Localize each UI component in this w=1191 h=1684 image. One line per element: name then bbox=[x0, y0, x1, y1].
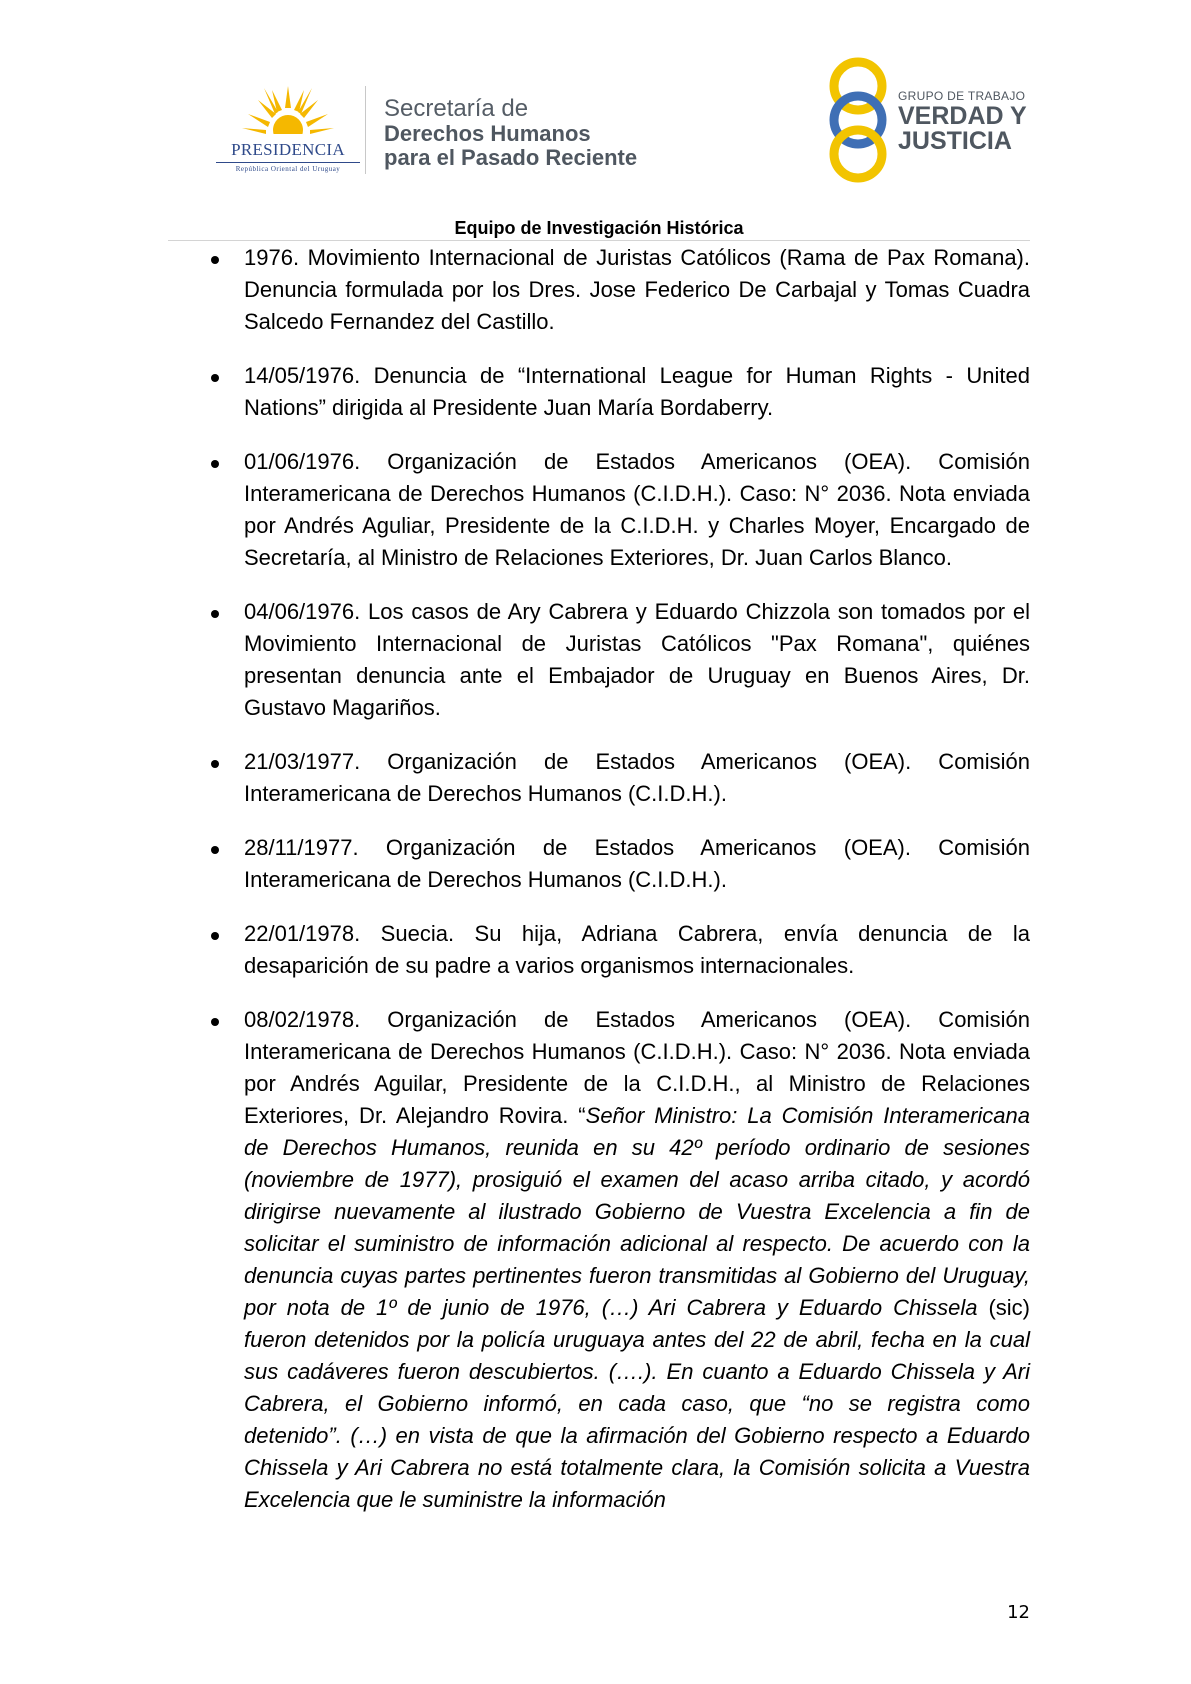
verdad-label: VERDAD Y bbox=[898, 102, 1027, 130]
sic-note: (sic) bbox=[977, 1295, 1030, 1320]
bullet-icon bbox=[211, 1018, 219, 1026]
presidencia-name: PRESIDENCIA bbox=[231, 140, 345, 159]
bullet-icon bbox=[211, 932, 219, 940]
page-number: 12 bbox=[1007, 1602, 1030, 1623]
rings-icon bbox=[820, 56, 896, 184]
secretaria-line1: Secretaría de bbox=[384, 95, 529, 122]
secretaria-line3: para el Pasado Reciente bbox=[384, 145, 638, 170]
bullet-icon bbox=[211, 610, 219, 618]
list-item bbox=[207, 360, 1030, 424]
list-item-text: 14/05/1976. Denuncia de “International League for Human Rights - United Nations” dirigida al Presidente Juan María Bordaberry. bbox=[244, 363, 1030, 420]
list-item bbox=[207, 596, 1030, 724]
list-item-text: 1976. Movimiento Internacional de Juristas Católicos (Rama de Pax Romana). Denuncia formulada por los Dres. Jose Federico De Carbajal y Tomas Cuadra Salcedo Fernandez del Castillo. bbox=[244, 245, 1030, 334]
justicia-label: JUSTICIA bbox=[898, 127, 1012, 155]
bullet-icon bbox=[211, 256, 219, 264]
list-item bbox=[207, 1004, 1030, 1516]
presidencia-logo bbox=[210, 84, 366, 176]
team-title-rule bbox=[168, 240, 1030, 241]
list-item bbox=[207, 242, 1030, 338]
list-item bbox=[207, 918, 1030, 982]
bullet-icon bbox=[211, 846, 219, 854]
list-item-text: 01/06/1976. Organización de Estados Americanos (OEA). Comisión Interamericana de Derechos Humanos (C.I.D.H.). Caso: N° 2036. Nota enviada por Andrés Aguliar, Presidente de la C.I.D.H. y Charles Moyer, Encargado de Secretaría, al Ministro de Relaciones Exteriores, Dr. Juan Carlos Blanco. bbox=[244, 449, 1030, 570]
list-item-text: 21/03/1977. Organización de Estados Americanos (OEA). Comisión Interamericana de Derechos Humanos (C.I.D.H.). bbox=[244, 749, 1030, 806]
header-divider bbox=[365, 86, 366, 174]
list-item-text: 08/02/1978. Organización de Estados Americanos (OEA). Comisión Interamericana de Derechos Humanos (C.I.D.H.). Caso: N° 2036. Nota enviada por Andrés Aguilar, Presidente de la C.I.D.H., al Ministro de Relaciones Exteriores, Dr. Alejandro Rovira. “ bbox=[244, 1007, 1030, 1128]
sun-icon bbox=[238, 84, 338, 140]
bullet-icon bbox=[211, 760, 219, 768]
bullet-icon bbox=[211, 374, 219, 382]
list-item bbox=[207, 446, 1030, 574]
list-item-text: 28/11/1977. Organización de Estados Americanos (OEA). Comisión Interamericana de Derechos Humanos (C.I.D.H.). bbox=[244, 835, 1030, 892]
list-item-text: 22/01/1978. Suecia. Su hija, Adriana Cabrera, envía denuncia de la desaparición de su padre a varios organismos internacionales. bbox=[244, 921, 1030, 978]
presidencia-subtitle: República Oriental del Uruguay bbox=[235, 165, 341, 173]
list-item bbox=[207, 832, 1030, 896]
list-item bbox=[207, 746, 1030, 810]
grupo-label: GRUPO DE TRABAJO bbox=[898, 89, 1026, 103]
quote-text-continued: fueron detenidos por la policía uruguaya antes del 22 de abril, fecha en la cual sus cadáveres fueron descubiertos. (….). En cuanto a Eduardo Chissela y Ari Cabrera, el Gobierno informó, en cada caso, que “no se registra como detenido”. (…) en vista de que la afirmación del Gobierno respecto a Eduardo Chissela y Ari Cabrera no está totalmente clara, la Comisión solicita a Vuestra Excelencia que le suministre la información bbox=[244, 1327, 1030, 1512]
bullet-icon bbox=[211, 460, 219, 468]
page-header bbox=[0, 0, 1191, 240]
secretaria-line2: Derechos Humanos bbox=[384, 121, 591, 146]
event-list bbox=[207, 242, 1030, 1516]
list-item-text: 04/06/1976. Los casos de Ary Cabrera y Eduardo Chizzola son tomados por el Movimiento Internacional de Juristas Católicos "Pax Romana", quiénes presentan denuncia ante el Embajador de Uruguay en Buenos Aires, Dr. Gustavo Magariños. bbox=[244, 599, 1030, 720]
presidencia-rule bbox=[216, 162, 360, 163]
team-title: Equipo de Investigación Histórica bbox=[454, 218, 744, 238]
quote-text: Señor Ministro: La Comisión Interamericana de Derechos Humanos, reunida en su 42º período ordinario de sesiones (noviembre de 1977), prosiguió el examen del acaso arriba citado, y acordó dirigirse nuevamente al ilustrado Gobierno de Vuestra Excelencia a fin de solicitar el suministro de información adicional al respecto. De acuerdo con la denuncia cuyas partes pertinentes fueron transmitidas al Gobierno del Uruguay, por nota de 1º de junio de 1976, (…) Ari Cabrera y Eduardo Chissela bbox=[244, 1103, 1030, 1320]
document-body bbox=[207, 242, 1030, 1538]
verdad-justicia-logo bbox=[820, 56, 1030, 184]
secretaria-logo-text bbox=[384, 96, 637, 170]
